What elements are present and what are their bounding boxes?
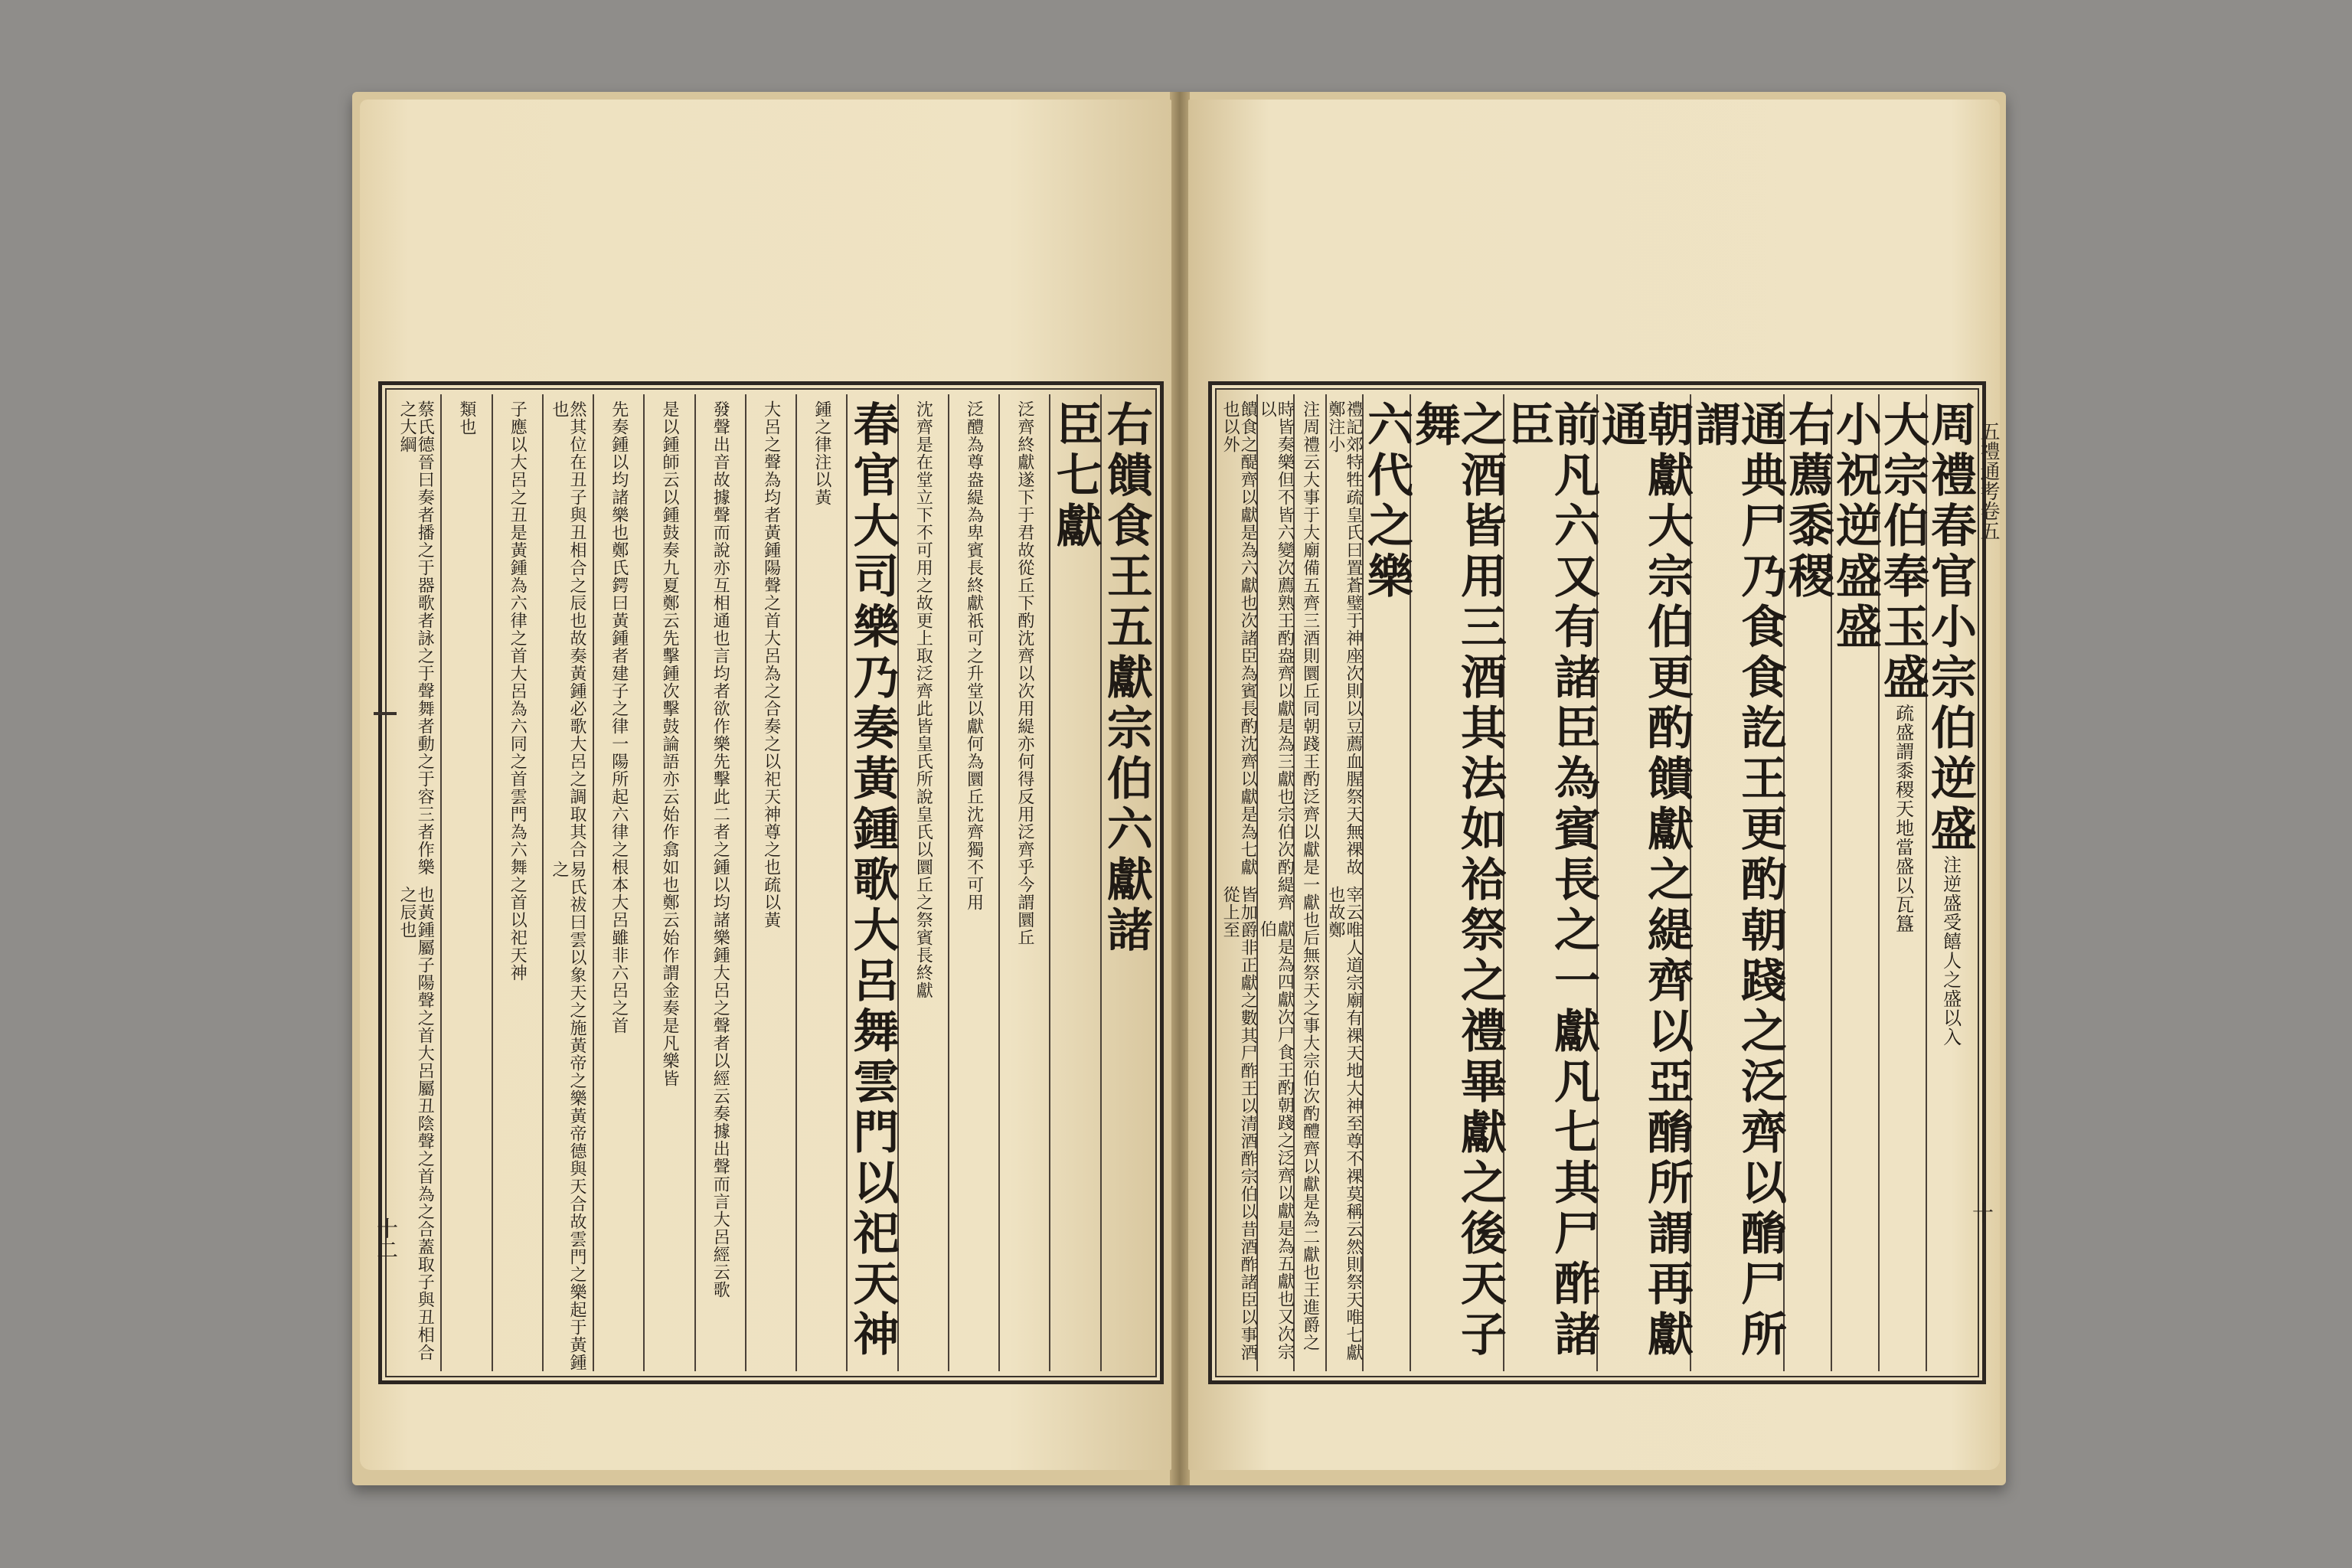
left-page-column (795, 394, 846, 1371)
main-text: 臣七獻 (1048, 400, 1102, 552)
commentary-pair (965, 400, 983, 911)
right-page (1188, 100, 2000, 1470)
commentary-pair (508, 400, 526, 982)
left-fishtail-mark (374, 712, 397, 715)
right-text-frame (1208, 381, 1986, 1384)
commentary-line: 疏以黃 (761, 876, 781, 929)
left-text-frame (378, 381, 1164, 1384)
commentary-line: 蔡氏德晉曰奏者播之于器歌者詠之于聲舞者動之于容三者作樂之大綱 (397, 400, 435, 876)
left-page-column (845, 394, 900, 1371)
main-text: 右饋食王五獻宗伯六獻諸 (1099, 400, 1153, 956)
commentary-line: 注以黃 (812, 453, 831, 506)
commentary-pair (661, 400, 678, 1087)
commentary-line: 然其位在丑子與丑相合之辰也故奏黃鍾必歌大呂之調取其合也 (549, 400, 587, 858)
commentary-line: 泛醴為尊盎緹為卑賓長終獻祇可 (964, 400, 984, 647)
commentary-line: 易氏祓曰雲以象天之施黃帝之樂黃帝德與天合故雲門之樂起于黃鍾之 (549, 860, 587, 1371)
commentary-line: 鍾之律 (812, 400, 831, 453)
right-page-column (1781, 394, 1834, 1371)
right-page-column (1293, 394, 1325, 1371)
right-page-column (1325, 394, 1362, 1371)
commentary-line: 時皆奏樂但不皆六變次薦熟王酌盎齊以獻是為三獻也宗伯次酌緹齊以 (1257, 400, 1295, 911)
right-page-column (1923, 394, 1977, 1371)
commentary-line: 饋食之醍齊以獻是為六獻也次諸臣為賓長酌沈齊以獻是為七獻也以外 (1220, 400, 1258, 876)
commentary-pair (1302, 400, 1319, 1351)
left-page-column (440, 394, 491, 1371)
commentary-pair (1327, 400, 1362, 1371)
open-book (352, 92, 2006, 1485)
right-columns (1220, 394, 1977, 1371)
commentary-line: 子應以大呂之丑是黃鍾為六律之首大呂為六同之首雲門為六舞之首以 (508, 400, 528, 929)
commentary-line: 先奏鍾以均諸樂也 (609, 400, 629, 541)
left-folio: 十二 (374, 1217, 399, 1260)
main-text: 通典尸乃食食訖王更酌朝踐之泛齊以酳尸所謂 (1687, 400, 1787, 1361)
left-page-column (897, 394, 948, 1371)
commentary-line: 此皆皇氏所說皇氏以圜丘之祭賓長終獻 (913, 700, 933, 999)
left-page-column (1048, 394, 1102, 1371)
commentary-pair (813, 400, 831, 506)
left-page-column (492, 394, 542, 1371)
commentary-line: 發聲出音故據聲而說亦互相通也言均者欲作樂先擊此二者之鍾以均諸樂 (710, 400, 730, 946)
right-page-column (1360, 394, 1413, 1371)
main-text: 朝獻大宗伯更酌饋獻之緹齊以亞酳所謂再獻通 (1594, 400, 1694, 1361)
main-text: 大宗伯奉玉盛 (1876, 400, 1929, 704)
right-page-column (1221, 394, 1256, 1371)
commentary-pair (550, 400, 586, 1371)
main-text: 春官大司樂乃奏黃鍾歌大呂舞雲門以祀天神 (845, 400, 900, 1361)
running-title: 五禮通考卷五 (1977, 421, 2000, 541)
commentary-line: 之升堂以獻何為圜丘沈齊獨不可用 (964, 647, 984, 911)
main-text: 之酒皆用三酒其法如祫祭之禮畢獻之後天子舞 (1407, 400, 1507, 1361)
commentary-line: 鄭氏鍔曰黃鍾者建子之律一陽所起六律之根本大呂雖非六呂之首 (609, 541, 629, 1034)
commentary-pair (398, 400, 433, 1371)
commentary-pair (762, 400, 779, 929)
left-page-column (948, 394, 998, 1371)
right-page-column (1828, 394, 1882, 1371)
commentary-pair (458, 400, 475, 436)
commentary-line: 類也 (456, 400, 476, 436)
left-page-column (593, 394, 643, 1371)
commentary-line: 作謂金奏是凡樂皆 (660, 946, 680, 1087)
commentary-pair (914, 400, 932, 999)
right-page-column (1594, 394, 1694, 1371)
right-folio: 十 (1969, 1202, 1994, 1223)
commentary-line: 皆加爵非正獻之數其尸酢王以清酒酢宗伯以昔酒酢諸臣以事酒從上至 (1220, 886, 1258, 1361)
commentary-pair (1016, 400, 1034, 946)
left-page-column (694, 394, 745, 1371)
commentary-line: 泛齊終獻遂下于君故從丘下酌沈齊 (1014, 400, 1034, 665)
commentary-line: 注周禮云大事于大廟備五齊三酒則圜丘同朝踐王酌泛齊 (1300, 400, 1320, 823)
interlinear-note: 注逆盛受饎人之盛以入 (1939, 855, 1962, 1047)
left-page-column (745, 394, 795, 1371)
left-page-column (542, 394, 593, 1371)
left-page-column (998, 394, 1049, 1371)
right-page-column (1876, 394, 1929, 1371)
commentary-line: 獻是為四獻次尸食王酌朝踐之泛齊以獻是為五獻也又次宗伯 (1257, 920, 1295, 1361)
main-text: 周禮春官小宗伯逆盛 (1923, 400, 1977, 855)
commentary-line: 以獻是一獻也后無祭天之事大宗伯次酌醴齊以獻是為二獻也王進爵之 (1300, 823, 1320, 1351)
commentary-pair (1221, 400, 1256, 1371)
left-page-column (643, 394, 694, 1371)
commentary-pair (711, 400, 729, 1298)
commentary-pair (610, 400, 628, 1034)
main-text: 小祝逆盛盛 (1828, 400, 1882, 653)
right-page-column (1501, 394, 1600, 1371)
commentary-line: 祀天神 (508, 929, 528, 982)
main-text: 右薦黍稷 (1781, 400, 1834, 603)
commentary-pair (1258, 400, 1293, 1371)
left-page (360, 100, 1171, 1470)
commentary-line: 大呂之聲為均者黃鍾陽聲之首大呂為之合奏之以祀天神尊之也 (761, 400, 781, 876)
commentary-line: 也黃鍾屬子陽聲之首大呂屬丑陰聲之首為之合蓋取子與丑相合之辰也 (397, 886, 435, 1361)
left-columns (391, 394, 1151, 1371)
right-page-column (1256, 394, 1293, 1371)
commentary-line: 禮記郊特牲疏皇氏曰置蒼璧于神座次則以豆薦血腥祭天無祼故鄭注小 (1325, 400, 1363, 876)
commentary-line: 是以鍾師云以鍾鼓奏九夏鄭云先擊鍾次擊鼓論語亦云始作翕如也鄭云始 (660, 400, 680, 946)
commentary-line: 以次用緹亦何得反用泛齊乎今謂圜丘 (1014, 665, 1034, 946)
right-page-column (1407, 394, 1507, 1371)
main-text: 前凡六又有諸臣為賓長之一獻凡七其尸酢諸臣 (1501, 400, 1600, 1361)
commentary-line: 鍾大呂之聲者以經云奏據出聲而言大呂經云歌 (710, 946, 730, 1298)
interlinear-note: 疏盛謂黍稷天地當盛以瓦簋 (1892, 704, 1914, 933)
left-page-column (1100, 394, 1151, 1371)
book-gutter (1170, 92, 1190, 1485)
main-text: 六代之樂 (1360, 400, 1413, 603)
commentary-line: 宰云唯人道宗廟有祼天地大神至尊不祼莫稱云然則祭天唯七獻也故鄭 (1325, 886, 1363, 1361)
right-page-column (1687, 394, 1787, 1371)
commentary-line: 沈齊是在堂立下不可用之故更上取泛齊 (913, 400, 933, 700)
